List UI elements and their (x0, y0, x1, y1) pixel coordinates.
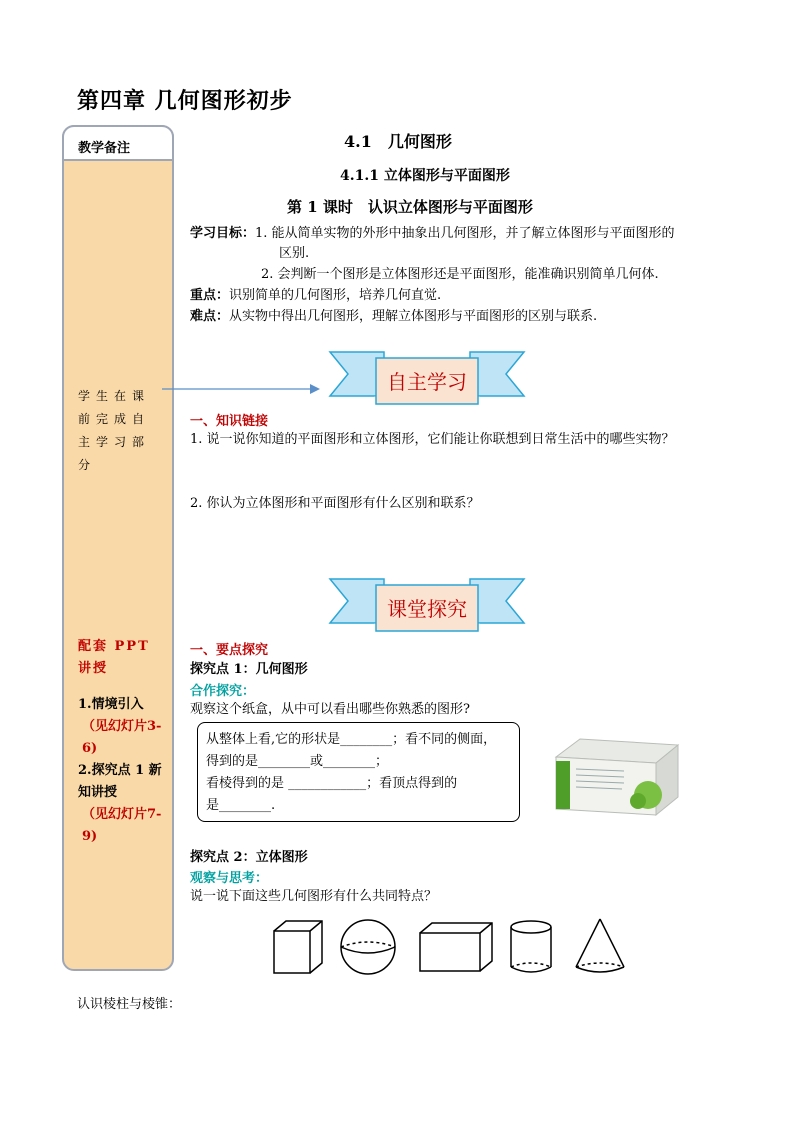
box-line-4: 是________. (206, 798, 276, 813)
question-2: 2. 你认为立体图形和平面图形有什么区别和联系？ (190, 496, 480, 511)
step-1-ref: （见幻灯片3-6) (82, 719, 162, 756)
coop-label: 合作探究： (190, 684, 256, 699)
observe-prompt: 观察这个纸盒，从中可以看出哪些你熟悉的图形? (190, 702, 470, 717)
step-1-title: 1.情境引入 (78, 697, 144, 712)
sidebar-title: 教学备注 (78, 141, 131, 156)
cuboid-shape (420, 923, 492, 971)
sidebar-note: 学生在课前完成自主学习部分 (78, 389, 151, 472)
footer-text: 认识棱柱与棱锥： (77, 997, 182, 1012)
goal-line-1: 学习目标：1. 能从简单实物的外形中抽象出几何图形，并了解立体图形与平面图形的 (190, 226, 675, 241)
part1-heading: 一、知识链接 (190, 414, 269, 429)
step-2-title: 2.探究点 1 新知讲授 (78, 763, 162, 800)
cube-shape (274, 921, 322, 973)
paper-box-image (552, 735, 682, 820)
solid-shapes (270, 915, 635, 977)
point-1-title: 探究点 1：几何图形 (190, 662, 308, 677)
goal-line-1b: 区别. (279, 246, 310, 261)
banner-class-explore-label: 课堂探究 (387, 597, 467, 621)
think-label: 观察与思考： (190, 871, 269, 886)
fill-in-box (197, 722, 520, 822)
box-line-2: 得到的是________或________； (206, 754, 389, 769)
box-line-3: 看棱得到的是 ____________；看顶点得到的 (206, 776, 458, 791)
goal-line-2: 2. 会判断一个图形是立体图形还是平面图形，能准确识别简单几何体. (261, 267, 659, 282)
box-line-1: 从整体上看,它的形状是________；看不同的侧面， (206, 732, 497, 747)
subsection-title: 4.1.1 立体图形与平面图形 (340, 168, 510, 184)
sidebar-ppt (78, 636, 168, 848)
part2-heading: 一、要点探究 (190, 643, 269, 658)
question-1: 1. 说一说你知道的平面图形和立体图形，它们能让你联想到日常生活中的哪些实物？ (190, 432, 675, 447)
section-title: 4.1 几何图形 (344, 132, 452, 151)
ppt-label: 配套 PPT 讲授 (78, 639, 150, 676)
key-point: 重点：识别简单的几何图形，培养几何直觉. (190, 288, 442, 303)
difficulty: 难点：从实物中得出几何图形，理解立体图形与平面图形的区别与联系. (190, 309, 598, 324)
ask-prompt: 说一说下面这些几何图形有什么共同特点？ (190, 889, 438, 904)
sphere-shape (341, 920, 395, 974)
chapter-title: 第四章 几何图形初步 (77, 88, 293, 114)
lesson-title: 第 1 课时 认识立体图形与平面图形 (287, 198, 533, 216)
cylinder-shape (511, 921, 551, 972)
point-2-title: 探究点 2：立体图形 (190, 850, 308, 865)
banner-self-study-label: 自主学习 (387, 370, 467, 394)
cone-shape (576, 919, 624, 972)
arrow-connector (162, 381, 322, 397)
step-2-ref: （见幻灯片7-9) (82, 807, 162, 844)
